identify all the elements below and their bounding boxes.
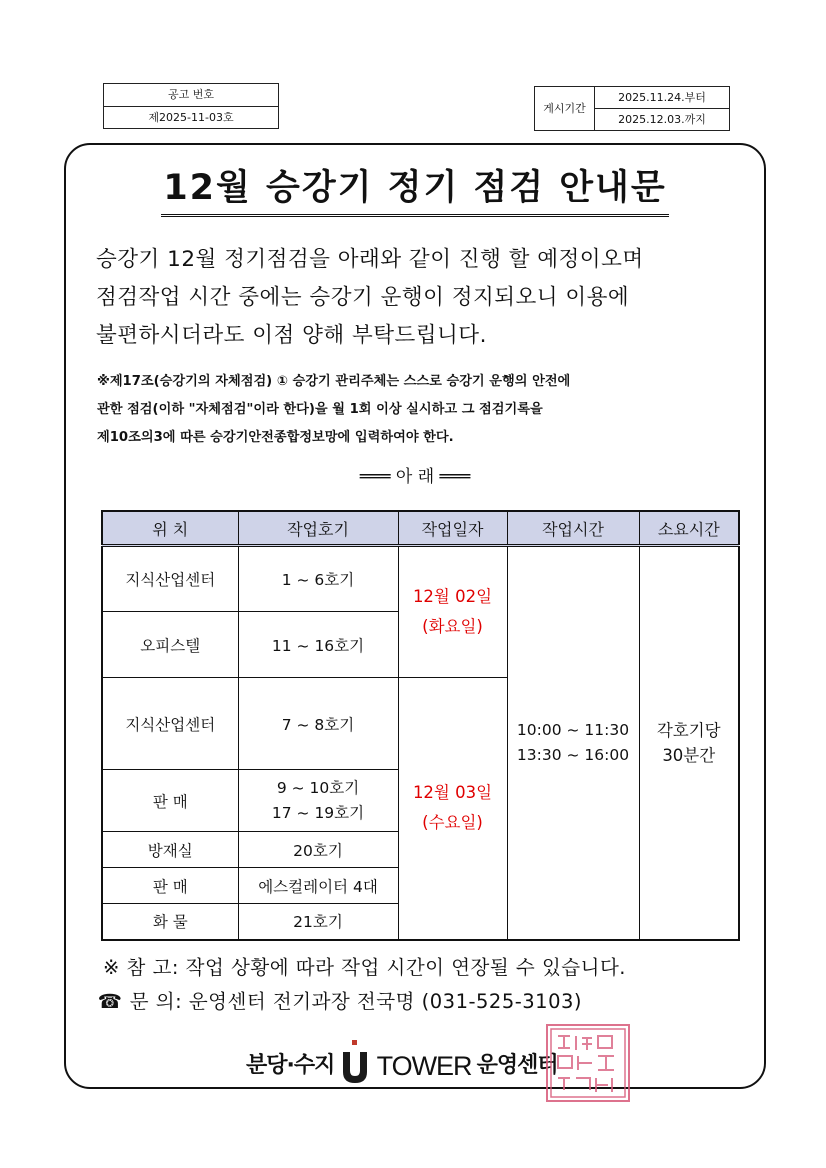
header-location: 위 치	[102, 511, 238, 546]
row-units: 11 ~ 16호기	[238, 612, 398, 678]
row-units-line-1: 9 ~ 10호기	[276, 778, 360, 797]
row-units: 에스컬레이터 4대	[238, 868, 398, 904]
row-location: 화 물	[102, 904, 238, 940]
law-line-1: ※제17조(승강기의 자체점검) ① 승강기 관리주체는 스스로 승강기 운행의 안전에	[97, 374, 571, 389]
posting-period-to: 2025.12.03.까지	[618, 113, 706, 126]
header-date: 작업일자	[398, 511, 507, 546]
utower-logo	[246, 1040, 558, 1090]
row-units-line-2: 17 ~ 19호기	[271, 803, 365, 822]
notice-number-box	[103, 83, 279, 129]
inquiry-line	[97, 986, 582, 1014]
work-time-2: 13:30 ~ 16:00	[516, 745, 630, 764]
header-units: 작업호기	[238, 511, 398, 546]
reference-note: ※ 참 고: 작업 상황에 따라 작업 시간이 연장될 수 있습니다.	[103, 956, 627, 979]
row-location: 지식산업센터	[102, 678, 238, 770]
row-location: 오피스텔	[102, 612, 238, 678]
below-heading: ═══ 아 래 ═══	[359, 467, 471, 487]
table-header-row	[102, 511, 739, 546]
work-date-2: 12월 03일	[412, 783, 493, 803]
logo-left-text: 분당·수지	[246, 1053, 335, 1078]
notice-title: 12월 승강기 정기 점검 안내문	[64, 160, 766, 217]
row-units: 1 ~ 6호기	[238, 546, 398, 612]
posting-period-from: 2025.11.24.부터	[595, 87, 729, 109]
logo-right-text: 운영센터	[476, 1053, 558, 1078]
row-units: 21호기	[238, 904, 398, 940]
posting-period-box	[534, 86, 730, 131]
date-cell-1	[398, 546, 507, 678]
law-line-3: 제10조의3에 따른 승강기안전종합정보망에 입력하여야 한다.	[97, 430, 454, 445]
duration-cell	[639, 546, 739, 940]
schedule-table	[101, 510, 740, 941]
header-duration: 소요시간	[639, 511, 739, 546]
work-day-2: (수요일)	[422, 813, 483, 833]
notice-number-value: 제2025-11-03호	[148, 111, 234, 124]
table-row	[102, 546, 739, 612]
logo-brand-text: TOWER	[376, 1051, 472, 1081]
duration-line-1: 각호기당	[656, 720, 721, 740]
notice-number-label: 공고 번호	[104, 84, 278, 107]
row-location: 판 매	[102, 770, 238, 832]
row-location: 판 매	[102, 868, 238, 904]
telephone-icon: ☎	[97, 990, 123, 1013]
work-time-1: 10:00 ~ 11:30	[516, 720, 630, 739]
inquiry-text: 문 의: 운영센터 전기과장 전국명 (031-525-3103)	[129, 990, 582, 1013]
date-cell-2	[398, 678, 507, 940]
work-date-1: 12월 02일	[412, 587, 493, 606]
row-location: 지식산업센터	[102, 546, 238, 612]
intro-line-1: 승강기 12월 정기점검을 아래와 같이 진행 할 예정이오며	[96, 247, 644, 272]
row-units: 7 ~ 8호기	[238, 678, 398, 770]
time-cell	[507, 546, 639, 940]
row-units	[238, 770, 398, 832]
intro-line-3: 불편하시더라도 이점 양해 부탁드립니다.	[96, 323, 487, 348]
work-day-1: (화요일)	[422, 617, 483, 636]
law-line-2: 관한 점검(이하 "자체점검"이라 한다)을 월 1회 이상 실시하고 그 점검기록을	[97, 402, 543, 417]
utower-u-icon	[341, 1040, 369, 1088]
official-seal-stamp	[546, 1024, 630, 1102]
intro-line-2: 점검작업 시간 중에는 승강기 운행이 정지되오니 이용에	[96, 285, 630, 310]
duration-line-2: 30분간	[662, 745, 716, 765]
posting-period-label: 게시기간	[535, 87, 595, 130]
header-time: 작업시간	[507, 511, 639, 546]
row-location: 방재실	[102, 832, 238, 868]
row-units: 20호기	[238, 832, 398, 868]
